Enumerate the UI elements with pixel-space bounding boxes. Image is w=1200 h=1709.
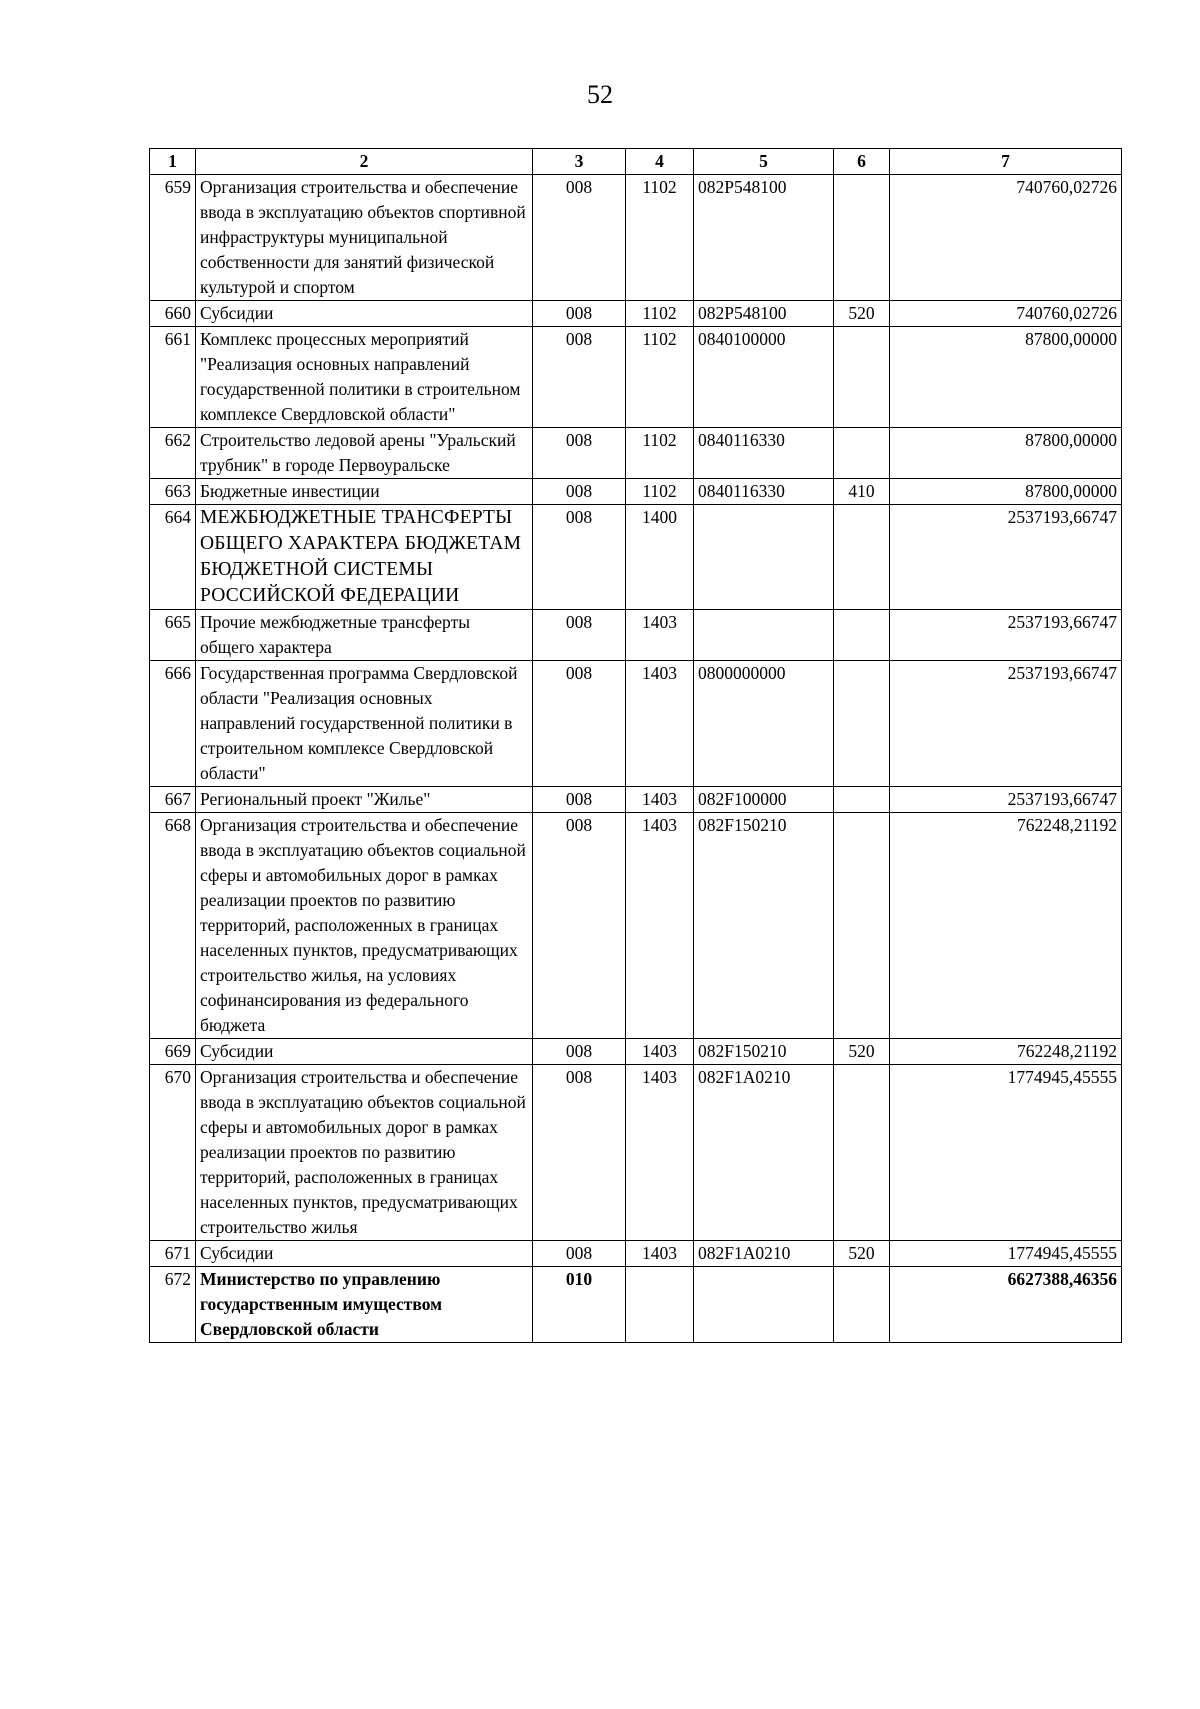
row-section-code: 1403 bbox=[626, 1065, 694, 1241]
table-row bbox=[150, 301, 1122, 327]
row-target-code: 082F1A0210 bbox=[694, 1241, 834, 1267]
row-section-code: 1403 bbox=[626, 610, 694, 661]
row-description: Государственная программа Свердловской области "Реализация основных направлений государственной политики в строительном комплексе Свердловской области" bbox=[196, 661, 533, 787]
row-amount: 2537193,66747 bbox=[890, 610, 1122, 661]
table-row bbox=[150, 1065, 1122, 1241]
row-section-code: 1403 bbox=[626, 1241, 694, 1267]
row-amount: 740760,02726 bbox=[890, 301, 1122, 327]
row-section-code: 1403 bbox=[626, 787, 694, 813]
row-number: 660 bbox=[150, 301, 196, 327]
row-target-code: 0800000000 bbox=[694, 661, 834, 787]
page-number: 52 bbox=[587, 80, 613, 109]
row-description: Субсидии bbox=[196, 301, 533, 327]
row-ministry-code: 008 bbox=[533, 813, 626, 1039]
row-ministry-code: 008 bbox=[533, 1241, 626, 1267]
row-number: 661 bbox=[150, 327, 196, 428]
row-number: 666 bbox=[150, 661, 196, 787]
table-row bbox=[150, 505, 1122, 610]
row-target-code: 082F150210 bbox=[694, 1039, 834, 1065]
row-expense-type bbox=[834, 661, 890, 787]
row-expense-type bbox=[834, 610, 890, 661]
table-row bbox=[150, 479, 1122, 505]
row-target-code: 0840116330 bbox=[694, 479, 834, 505]
row-number: 672 bbox=[150, 1267, 196, 1343]
row-ministry-code: 008 bbox=[533, 428, 626, 479]
row-description: Субсидии bbox=[196, 1241, 533, 1267]
row-ministry-code: 008 bbox=[533, 610, 626, 661]
row-section-code: 1400 bbox=[626, 505, 694, 610]
header-col-5: 5 bbox=[694, 149, 834, 175]
row-ministry-code: 008 bbox=[533, 661, 626, 787]
row-section-code: 1102 bbox=[626, 479, 694, 505]
row-target-code: 0840116330 bbox=[694, 428, 834, 479]
row-amount: 762248,21192 bbox=[890, 813, 1122, 1039]
row-amount: 6627388,46356 bbox=[890, 1267, 1122, 1343]
row-expense-type: 410 bbox=[834, 479, 890, 505]
row-target-code: 082P548100 bbox=[694, 301, 834, 327]
table-row bbox=[150, 175, 1122, 301]
row-number: 668 bbox=[150, 813, 196, 1039]
table-row bbox=[150, 787, 1122, 813]
header-col-6: 6 bbox=[834, 149, 890, 175]
row-amount: 1774945,45555 bbox=[890, 1065, 1122, 1241]
row-target-code bbox=[694, 505, 834, 610]
row-number: 669 bbox=[150, 1039, 196, 1065]
row-ministry-code: 008 bbox=[533, 1065, 626, 1241]
row-expense-type: 520 bbox=[834, 301, 890, 327]
row-ministry-code: 008 bbox=[533, 479, 626, 505]
row-number: 663 bbox=[150, 479, 196, 505]
row-expense-type bbox=[834, 813, 890, 1039]
row-number: 659 bbox=[150, 175, 196, 301]
row-amount: 2537193,66747 bbox=[890, 505, 1122, 610]
row-expense-type bbox=[834, 428, 890, 479]
table-row bbox=[150, 610, 1122, 661]
row-section-code: 1102 bbox=[626, 327, 694, 428]
row-description: Организация строительства и обеспечение ввода в эксплуатацию объектов спортивной инфраструктуры муниципальной собственности для занятий физической культурой и спортом bbox=[196, 175, 533, 301]
row-target-code: 082F150210 bbox=[694, 813, 834, 1039]
header-col-3: 3 bbox=[533, 149, 626, 175]
row-amount: 87800,00000 bbox=[890, 327, 1122, 428]
row-description: Региональный проект "Жилье" bbox=[196, 787, 533, 813]
header-col-2: 2 bbox=[196, 149, 533, 175]
budget-table bbox=[149, 148, 1122, 1343]
row-number: 670 bbox=[150, 1065, 196, 1241]
table-row bbox=[150, 1267, 1122, 1343]
row-ministry-code: 010 bbox=[533, 1267, 626, 1343]
row-description: Комплекс процессных мероприятий "Реализация основных направлений государственной политики в строительном комплексе Свердловской области" bbox=[196, 327, 533, 428]
header-col-4: 4 bbox=[626, 149, 694, 175]
table-row bbox=[150, 1241, 1122, 1267]
table-row bbox=[150, 428, 1122, 479]
row-amount: 87800,00000 bbox=[890, 428, 1122, 479]
row-expense-type bbox=[834, 787, 890, 813]
row-ministry-code: 008 bbox=[533, 301, 626, 327]
row-amount: 87800,00000 bbox=[890, 479, 1122, 505]
header-col-1: 1 bbox=[150, 149, 196, 175]
row-amount: 2537193,66747 bbox=[890, 661, 1122, 787]
row-description: Субсидии bbox=[196, 1039, 533, 1065]
row-expense-type bbox=[834, 327, 890, 428]
row-target-code: 082F100000 bbox=[694, 787, 834, 813]
row-description: Организация строительства и обеспечение ввода в эксплуатацию объектов социальной сферы и автомобильных дорог в рамках реализации проектов по развитию территорий, расположенных в границах населенных пунктов, предусматривающих строительство жилья bbox=[196, 1065, 533, 1241]
row-target-code bbox=[694, 610, 834, 661]
row-target-code: 0840100000 bbox=[694, 327, 834, 428]
row-section-code: 1102 bbox=[626, 175, 694, 301]
row-expense-type bbox=[834, 1267, 890, 1343]
row-description: Прочие межбюджетные трансферты общего характера bbox=[196, 610, 533, 661]
row-ministry-code: 008 bbox=[533, 787, 626, 813]
row-section-code: 1102 bbox=[626, 301, 694, 327]
row-section-code: 1102 bbox=[626, 428, 694, 479]
header-col-7: 7 bbox=[890, 149, 1122, 175]
row-expense-type: 520 bbox=[834, 1039, 890, 1065]
row-description: Министерство по управлению государственным имуществом Свердловской области bbox=[196, 1267, 533, 1343]
row-description: Организация строительства и обеспечение ввода в эксплуатацию объектов социальной сферы и автомобильных дорог в рамках реализации проектов по развитию территорий, расположенных в границах населенных пунктов, предусматривающих строительство жилья, на условиях софинансирования из федерального бюджета bbox=[196, 813, 533, 1039]
row-section-code: 1403 bbox=[626, 813, 694, 1039]
table-row bbox=[150, 661, 1122, 787]
table-row bbox=[150, 327, 1122, 428]
row-number: 665 bbox=[150, 610, 196, 661]
row-expense-type bbox=[834, 1065, 890, 1241]
row-section-code: 1403 bbox=[626, 1039, 694, 1065]
row-number: 667 bbox=[150, 787, 196, 813]
row-ministry-code: 008 bbox=[533, 175, 626, 301]
row-number: 671 bbox=[150, 1241, 196, 1267]
row-amount: 2537193,66747 bbox=[890, 787, 1122, 813]
row-ministry-code: 008 bbox=[533, 505, 626, 610]
row-description: МЕЖБЮДЖЕТНЫЕ ТРАНСФЕРТЫ ОБЩЕГО ХАРАКТЕРА БЮДЖЕТАМ БЮДЖЕТНОЙ СИСТЕМЫ РОССИЙСКОЙ ФЕДЕРАЦИИ bbox=[196, 505, 533, 610]
row-amount: 762248,21192 bbox=[890, 1039, 1122, 1065]
row-target-code: 082F1A0210 bbox=[694, 1065, 834, 1241]
row-amount: 740760,02726 bbox=[890, 175, 1122, 301]
row-description: Бюджетные инвестиции bbox=[196, 479, 533, 505]
row-section-code: 1403 bbox=[626, 661, 694, 787]
row-ministry-code: 008 bbox=[533, 1039, 626, 1065]
table-row bbox=[150, 813, 1122, 1039]
row-expense-type: 520 bbox=[834, 1241, 890, 1267]
row-amount: 1774945,45555 bbox=[890, 1241, 1122, 1267]
header-row bbox=[150, 149, 1122, 175]
row-number: 662 bbox=[150, 428, 196, 479]
row-ministry-code: 008 bbox=[533, 327, 626, 428]
row-target-code: 082P548100 bbox=[694, 175, 834, 301]
row-target-code bbox=[694, 1267, 834, 1343]
row-description: Строительство ледовой арены "Уральский трубник" в городе Первоуральске bbox=[196, 428, 533, 479]
row-number: 664 bbox=[150, 505, 196, 610]
row-expense-type bbox=[834, 505, 890, 610]
row-section-code bbox=[626, 1267, 694, 1343]
row-expense-type bbox=[834, 175, 890, 301]
table-row bbox=[150, 1039, 1122, 1065]
